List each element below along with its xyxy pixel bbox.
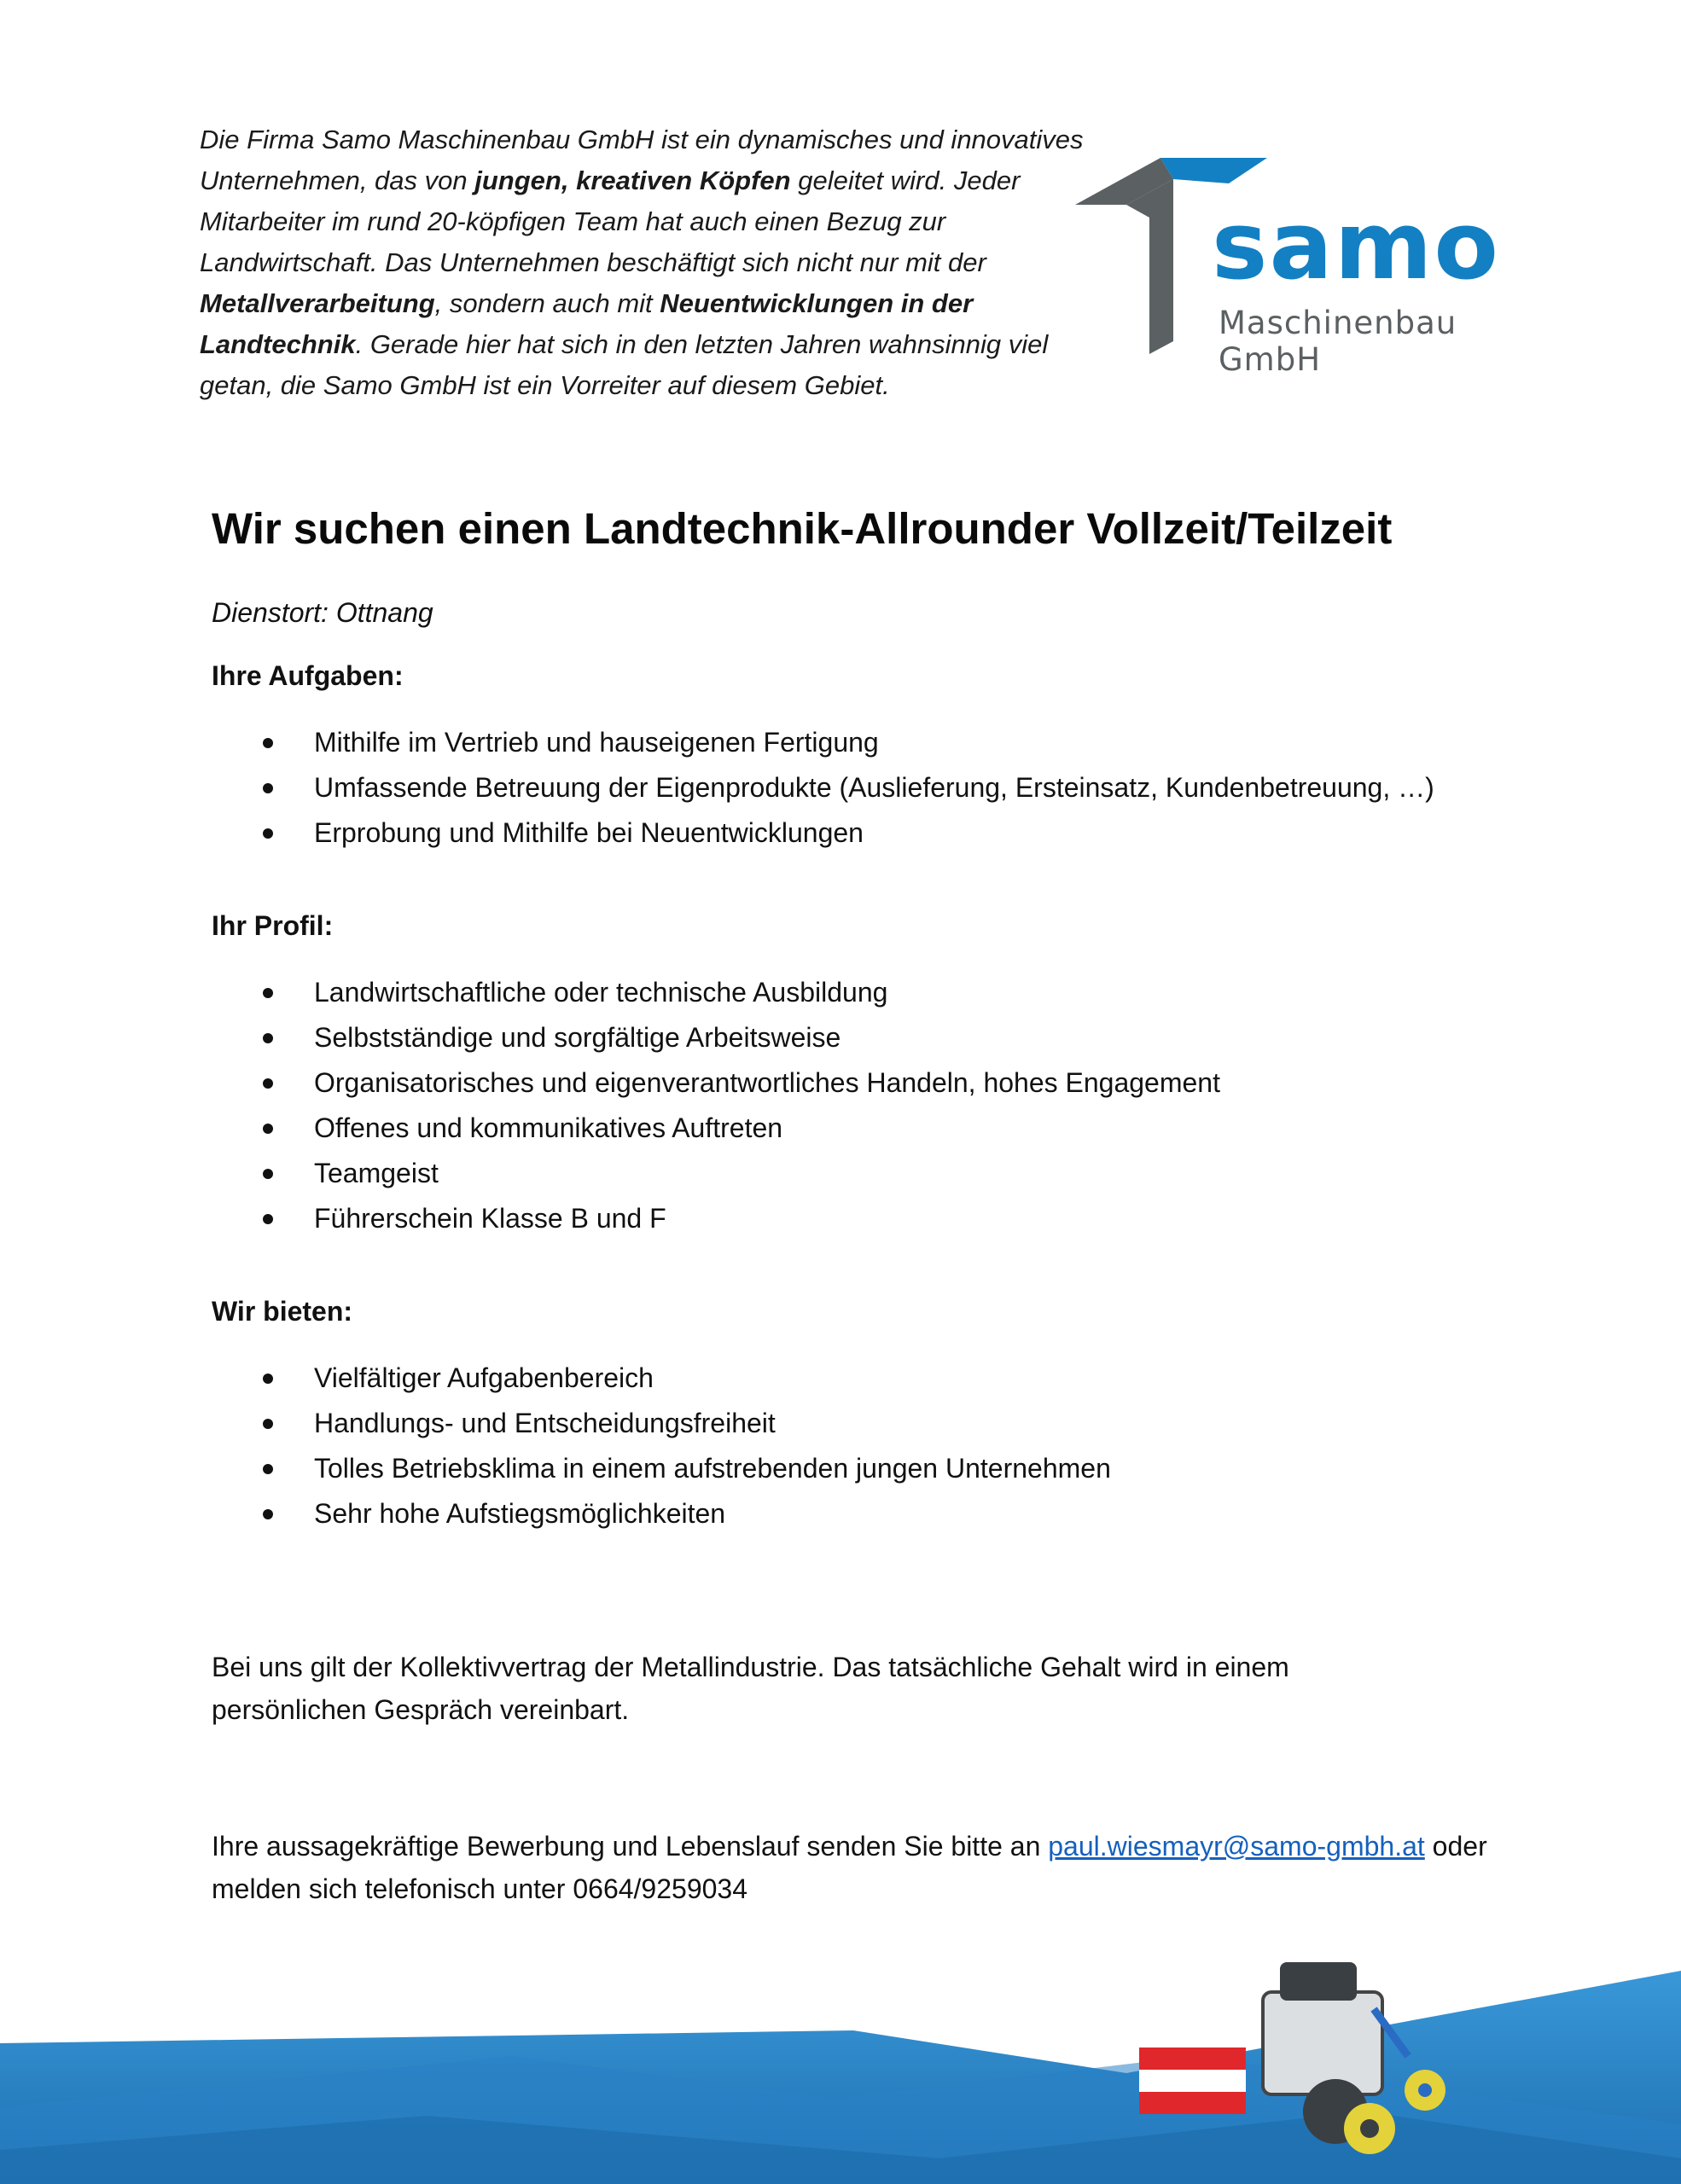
contact-info [212, 1825, 1492, 1910]
footer-banner [0, 1928, 1681, 2184]
list-item: Sehr hohe Aufstiegsmöglichkeiten [212, 1491, 1492, 1536]
job-title: Wir suchen einen Landtechnik-Allrounder Vollzeit/Teilzeit [212, 504, 1393, 553]
section-heading-profil: Ihr Profil: [212, 910, 334, 941]
list-item: Selbstständige und sorgfältige Arbeitsweise [212, 1015, 1492, 1060]
intro-text: geleitet wird. Jeder Mitarbeiter im rund 20-köpfigen Team hat auch einen Bezug zur Landwirtschaft. Das Unternehmen beschäftigt sich nicht nur mit der [200, 166, 1021, 277]
list-item: Handlungs- und Entscheidungsfreiheit [212, 1401, 1492, 1446]
list-item: Mithilfe im Vertrieb und hauseigenen Fertigung [212, 720, 1492, 765]
intro-text: Die Firma Samo Maschinenbau GmbH ist ein dynamisches und innovatives Unternehmen, das von [200, 125, 1084, 195]
footer-field-graphic [0, 1928, 1681, 2184]
intro-text: . Gerade hier hat sich in den letzten Jahren wahnsinnig viel getan, die Samo GmbH ist ein Vorreiter auf diesem Gebiet. [200, 329, 1049, 400]
section-heading-bieten: Wir bieten: [212, 1296, 353, 1327]
list-item: Tolles Betriebsklima in einem aufstrebenden jungen Unternehmen [212, 1446, 1492, 1491]
list-item: Organisatorisches und eigenverantwortliches Handeln, hohes Engagement [212, 1060, 1492, 1106]
job-location: Dienstort: Ottnang [212, 597, 433, 628]
job-posting [212, 495, 1492, 1910]
logo-wordmark: samo [1212, 191, 1500, 300]
list-item: Führerschein Klasse B und F [212, 1196, 1492, 1241]
bieten-list [212, 1356, 1492, 1536]
list-item: Vielfältiger Aufgabenbereich [212, 1356, 1492, 1401]
salary-note: Bei uns gilt der Kollektivvertrag der Metallindustrie. Das tatsächliche Gehalt wird in einem persönlichen Gespräch vereinbart. [212, 1652, 1289, 1725]
company-intro [200, 119, 1121, 406]
intro-bold: Neuentwicklungen in der Landtechnik [200, 288, 974, 359]
profil-list [212, 970, 1492, 1241]
intro-bold: jungen, kreativen Köpfen [474, 166, 791, 195]
list-item: Offenes und kommunikatives Auftreten [212, 1106, 1492, 1151]
list-item: Landwirtschaftliche oder technische Ausbildung [212, 970, 1492, 1015]
contact-text: oder melden sich telefonisch unter 0664/9259034 [212, 1831, 1487, 1904]
logo-subtitle: Maschinenbau GmbH [1219, 305, 1457, 378]
list-item: Umfassende Betreuung der Eigenprodukte (Auslieferung, Ersteinsatz, Kundenbetreuung, …) [212, 765, 1492, 810]
aufgaben-list [212, 720, 1492, 856]
contact-text: Ihre aussagekräftige Bewerbung und Lebenslauf senden Sie bitte an [212, 1831, 1049, 1862]
section-heading-aufgaben: Ihre Aufgaben: [212, 660, 404, 691]
email-link[interactable]: paul.wiesmayr@samo-gmbh.at [1048, 1831, 1425, 1862]
list-item: Erprobung und Mithilfe bei Neuentwicklungen [212, 810, 1492, 856]
list-item: Teamgeist [212, 1151, 1492, 1196]
samo-logo [1075, 158, 1536, 378]
austria-flag-icon [1139, 2048, 1246, 2114]
intro-text: , sondern auch mit [434, 288, 660, 318]
intro-bold: Metallverarbeitung [200, 288, 435, 318]
